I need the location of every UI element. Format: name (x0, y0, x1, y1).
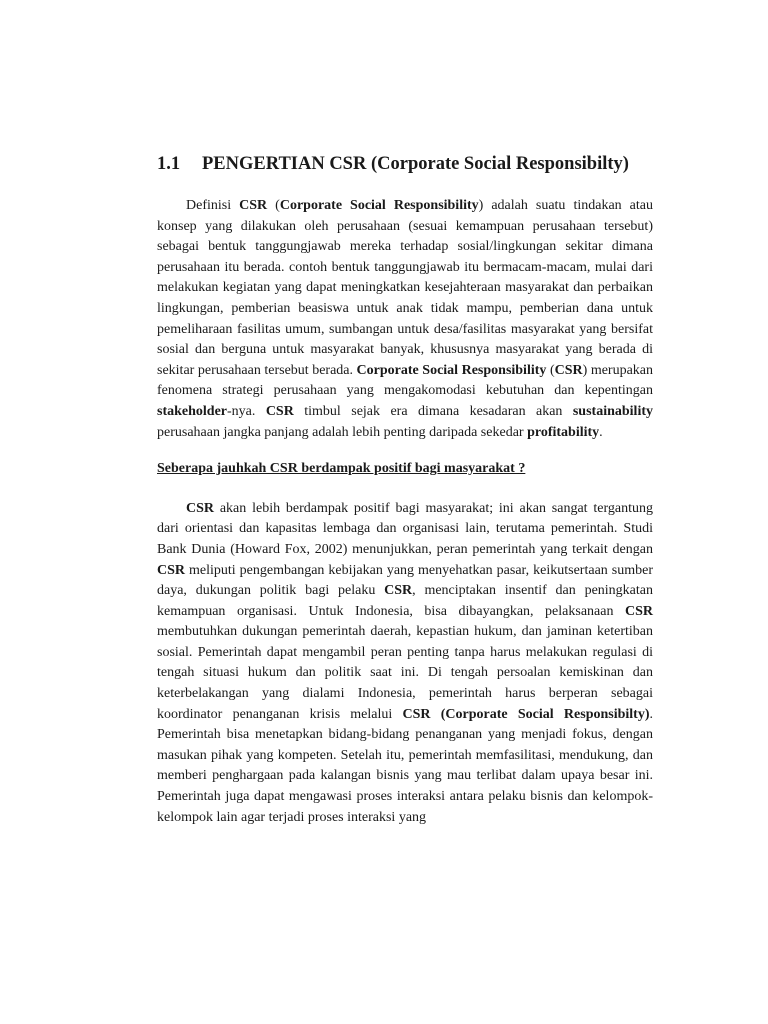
text-run: ( (546, 362, 555, 378)
bold-term: CSR (186, 500, 215, 516)
bold-term: Corporate Social Responsibility (356, 362, 547, 378)
bold-term: CSR (265, 403, 294, 419)
subheading-question: Seberapa jauhkah CSR berdampak positif bagi masyarakat ? (157, 461, 526, 477)
bold-term: profitability (527, 424, 600, 440)
text-run: perusahaan jangka panjang adalah lebih penting daripada sekedar (157, 424, 528, 440)
text-run: ( (267, 198, 280, 213)
text-run: akan lebih berdampak positif bagi masyarakat; ini akan sangat tergantung dari orientasi dan kapasitas lembaga dan organisasi lain, terutama pemerintah. Studi Bank Dunia (Howard Fox, 2002) menunjukkan, peran pemerintah yang terkait dengan (157, 500, 653, 557)
bold-term: stakeholder (157, 403, 227, 419)
text-run: Definisi (186, 198, 240, 213)
text-run: , menciptakan insentif dan peningkatan kemampuan organisasi. Untuk Indonesia, bisa dibayangkan, pelaksanaan (157, 583, 653, 619)
section-title: PENGERTIAN CSR (Corporate Social Responsibilty) (202, 154, 629, 174)
impact-paragraph (157, 499, 653, 829)
definition-paragraph (157, 196, 653, 443)
bold-term: CSR (157, 562, 186, 578)
text-run: timbul sejak era dimana kesadaran akan (293, 403, 573, 419)
bold-term: CSR (624, 603, 653, 619)
text-run: ) adalah suatu tindakan atau konsep yang dilakukan oleh perusahaan (sesuai kemampuan perusahaan tersebut) sebagai bentuk tanggungjawab mereka terhadap sosial/lingkungan sekitar dimana perusahaan itu berada. contoh bentuk tanggungjawab itu bermacam-macam, mulai dari melakukan kegiatan yang dapat meningkatkan kesejahteraan masyarakat dan perbaikan lingkungan, pemberian beasiswa untuk anak tidak mampu, pemberian dana untuk pemeliharaan fasilitas umum, sumbangan untuk desa/fasilitas masyarakat yang bersifat sosial dan berguna untuk masyarakat banyak, khususnya masyarakat yang berada di sekitar perusahaan tersebut berada. (157, 198, 653, 378)
document-page (157, 150, 653, 828)
text-run: . (599, 424, 603, 440)
section-number: 1.1 (157, 154, 181, 174)
bold-term: CSR (Corporate Social Responsibilty) (402, 706, 650, 722)
bold-term: CSR (384, 583, 413, 599)
bold-term: CSR (239, 198, 268, 213)
text-run: membutuhkan dukungan pemerintah daerah, kepastian hukum, dan jaminan ketertiban sosial. Pemerintah dapat mengambil peran penting tanpa harus melakukan regulasi di tengah situasi hukum dan politik saat ini. Di tengah persoalan kemiskinan dan keterbelakangan yang dialami Indonesia, pemerintah harus berperan sebagai koordinator penanganan krisis melalui (157, 624, 653, 722)
text-run: ) merupakan fenomena strategi perusahaan yang mengakomodasi kebutuhan dan kepentingan (157, 362, 654, 399)
section-heading (157, 150, 653, 178)
bold-term: sustainability (572, 403, 653, 419)
text-run: -nya. (227, 403, 266, 419)
bold-term: Corporate Social Responsibility (279, 198, 479, 213)
text-run: . Pemerintah bisa menetapkan bidang-bidang penanganan yang menjadi fokus, dengan masukan pihak yang kompeten. Setelah itu, pemerintah memfasilitasi, mendukung, dan memberi penghargaan pada kalangan bisnis yang mau terlibat dalam upaya besar ini. Pemerintah juga dapat mengawasi proses interaksi antara pelaku bisnis dan kelompok-kelompok lain agar terjadi proses interaksi yang (157, 706, 653, 825)
text-run: meliputi pengembangan kebijakan yang menyehatkan pasar, keikutsertaan sumber daya, dukungan politik bagi pelaku (157, 562, 653, 599)
bold-term: CSR (554, 362, 583, 378)
